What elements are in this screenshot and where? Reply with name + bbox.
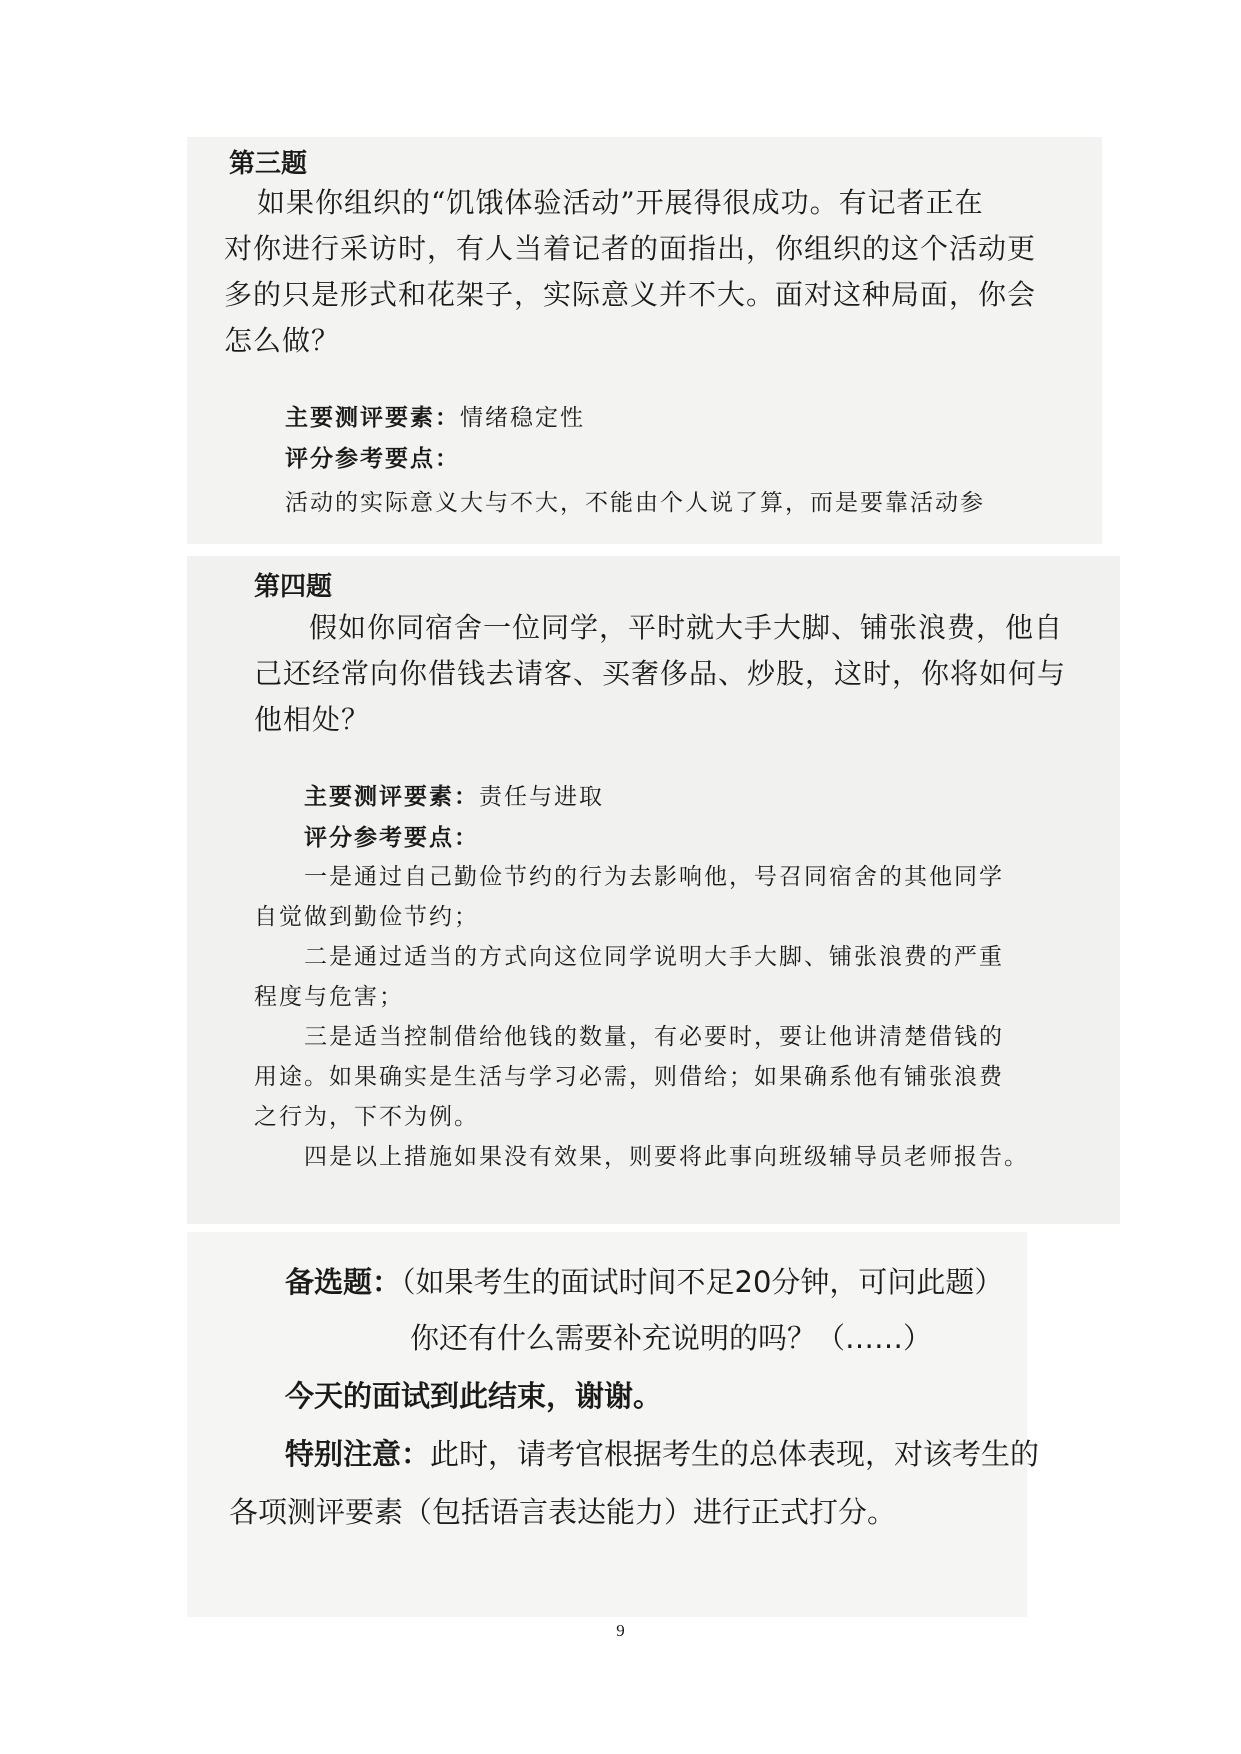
question-4-point-line-5: 三是适当控制借给他钱的数量，有必要时，要让他讲清楚借钱的 [304, 1024, 1004, 1050]
factor-label: 主要测评要素： [304, 783, 479, 810]
closing-section [187, 1232, 1040, 1617]
question-3-line-3: 多的只是形式和花架子，实际意义并不大。面对这种局面，你会 [224, 278, 1037, 311]
notice-text: 此时，请考官根据考生的总体表现，对该考生的 [430, 1437, 1040, 1471]
factor-label: 主要测评要素： [285, 404, 460, 431]
page-number: 9 [616, 1621, 625, 1640]
question-4-factor [304, 778, 604, 811]
special-notice-line-2: 各项测评要素（包括语言表达能力）进行正式打分。 [229, 1495, 897, 1529]
question-4-point-line-7: 之行为，下不为例。 [254, 1104, 479, 1130]
alternate-question: 你还有什么需要补充说明的吗？（……） [410, 1321, 933, 1355]
question-4-points-label: 评分参考要点： [304, 824, 479, 851]
question-3-section [187, 137, 1102, 544]
special-notice-line-1 [285, 1432, 1039, 1473]
question-4-point-line-3: 二是通过适当的方式向这位同学说明大手大脚、铺张浪费的严重 [304, 944, 1004, 970]
question-3-point-line-1: 活动的实际意义大与不大，不能由个人说了算，而是要靠活动参 [285, 490, 985, 516]
question-3-points-label: 评分参考要点： [285, 445, 460, 472]
question-4-point-line-4: 程度与危害； [254, 984, 404, 1010]
factor-value: 责任与进取 [479, 784, 604, 810]
question-4-line-1: 假如你同宿舍一位同学，平时就大手大脚、铺张浪费，他自 [309, 611, 1064, 644]
question-4-section [187, 556, 1120, 1224]
question-4-point-line-6: 用途。如果确实是生活与学习必需，则借给；如果确系他有铺张浪费 [254, 1064, 1004, 1090]
end-statement: 今天的面试到此结束，谢谢。 [285, 1379, 663, 1413]
question-3-line-4: 怎么做？ [224, 324, 341, 357]
question-3-line-1: 如果你组织的“饥饿体验活动”开展得很成功。有记者正在 [257, 186, 984, 219]
question-4-point-line-2: 自觉做到勤俭节约； [254, 904, 479, 930]
notice-label: 特别注意： [285, 1437, 431, 1471]
alternate-label: 备选题： [285, 1265, 402, 1299]
question-3-factor [285, 399, 585, 432]
alternate-note: （如果考生的面试时间不足20分钟，可问此题） [401, 1265, 1004, 1299]
question-3-title: 第三题 [229, 149, 308, 179]
question-4-point-line-1: 一是通过自己勤俭节约的行为去影响他，号召同宿舍的其他同学 [304, 864, 1004, 890]
question-4-line-2: 己还经常向你借钱去请客、买奢侈品、炒股，这时，你将如何与 [254, 657, 1067, 690]
question-4-line-3: 他相处？ [254, 703, 371, 736]
question-4-title: 第四题 [254, 572, 333, 602]
question-3-line-2: 对你进行采访时，有人当着记者的面指出，你组织的这个活动更 [224, 232, 1037, 265]
factor-value: 情绪稳定性 [460, 405, 585, 431]
question-4-point-line-8: 四是以上措施如果没有效果，则要将此事向班级辅导员老师报告。 [304, 1144, 1029, 1170]
alternate-question-note [285, 1260, 1003, 1301]
